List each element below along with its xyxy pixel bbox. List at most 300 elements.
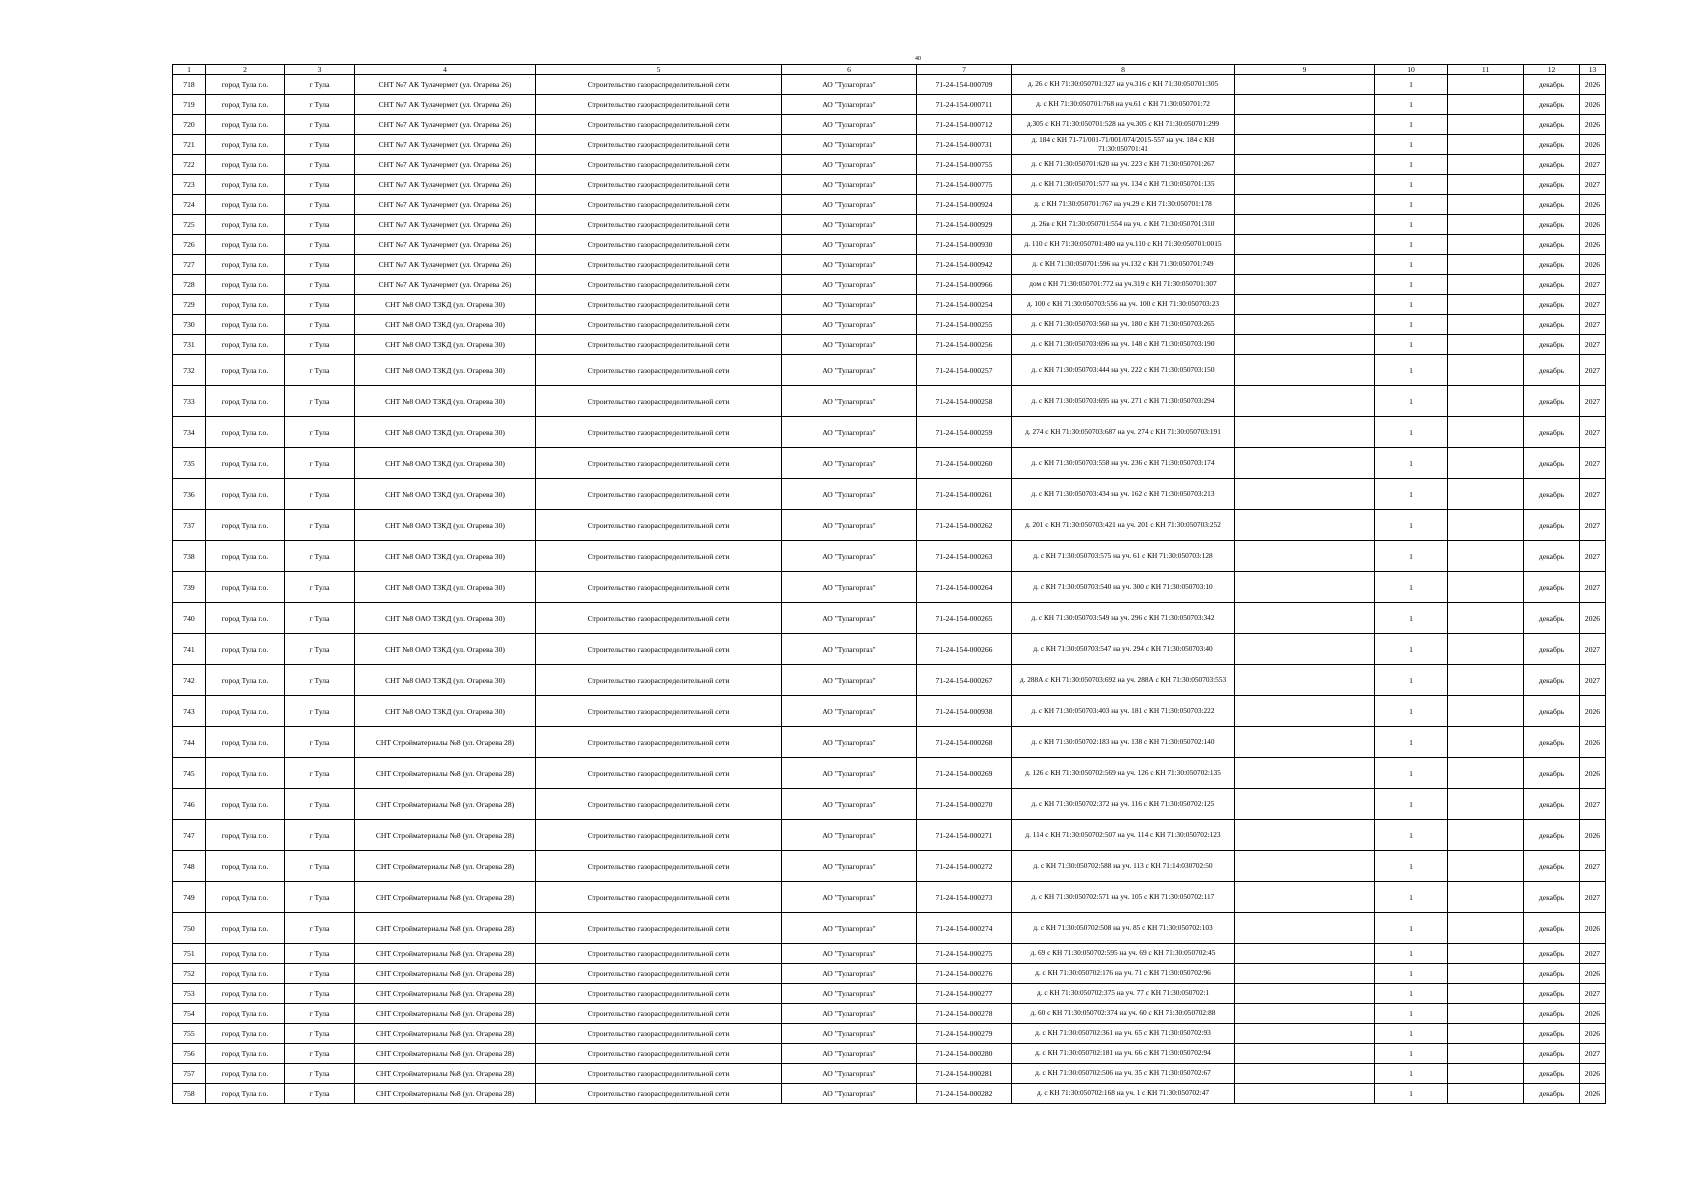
table-body: [173, 75, 1606, 1104]
month-cell: декабрь: [1524, 1084, 1580, 1104]
organization-cell: АО "Тулагоргаз": [782, 789, 917, 820]
description-cell: д. 288А с КН 71:30:050703:692 на уч. 288А с КН 71:30:050703:553: [1012, 665, 1235, 696]
table-row: [173, 913, 1606, 944]
locality-cell: г Тула: [285, 75, 355, 95]
locality-cell: г Тула: [285, 913, 355, 944]
organization-cell: АО "Тулагоргаз": [782, 572, 917, 603]
column-11-cell: [1448, 510, 1524, 541]
row-number-cell: 725: [173, 215, 206, 235]
description-cell: д. с КН 71:30:050703:403 на уч. 181 с КН 71:30:050703:222: [1012, 696, 1235, 727]
row-number-cell: 718: [173, 75, 206, 95]
municipality-cell: город Тула г.о.: [206, 1064, 285, 1084]
municipality-cell: город Тула г.о.: [206, 634, 285, 665]
column-header: 9: [1235, 65, 1375, 75]
table-row: [173, 964, 1606, 984]
organization-cell: АО "Тулагоргаз": [782, 1044, 917, 1064]
row-number-cell: 743: [173, 696, 206, 727]
year-cell: 2026: [1580, 964, 1606, 984]
row-number-cell: 753: [173, 984, 206, 1004]
address-cell: СНТ №7 АК Тулачермет (ул. Огарева 26): [355, 255, 536, 275]
quantity-cell: 1: [1375, 665, 1448, 696]
code-cell: 71-24-154-000274: [917, 913, 1012, 944]
year-cell: 2026: [1580, 215, 1606, 235]
address-cell: СНТ Стройматериалы №8 (ул. Огарева 28): [355, 789, 536, 820]
year-cell: 2027: [1580, 315, 1606, 335]
column-header: 12: [1524, 65, 1580, 75]
code-cell: 71-24-154-000755: [917, 155, 1012, 175]
column-9-cell: [1235, 135, 1375, 155]
table-row: [173, 541, 1606, 572]
work-type-cell: Строительство газораспределительной сети: [536, 315, 782, 335]
column-9-cell: [1235, 235, 1375, 255]
column-9-cell: [1235, 510, 1375, 541]
municipality-cell: город Тула г.о.: [206, 758, 285, 789]
table-row: [173, 355, 1606, 386]
row-number-cell: 755: [173, 1024, 206, 1044]
address-cell: СНТ №8 ОАО ТЗКД (ул. Огарева 30): [355, 541, 536, 572]
municipality-cell: город Тула г.о.: [206, 215, 285, 235]
column-11-cell: [1448, 215, 1524, 235]
column-11-cell: [1448, 315, 1524, 335]
work-type-cell: Строительство газораспределительной сети: [536, 727, 782, 758]
row-number-cell: 724: [173, 195, 206, 215]
work-type-cell: Строительство газораспределительной сети: [536, 789, 782, 820]
table-row: [173, 572, 1606, 603]
column-9-cell: [1235, 275, 1375, 295]
column-9-cell: [1235, 355, 1375, 386]
column-11-cell: [1448, 1044, 1524, 1064]
year-cell: 2026: [1580, 727, 1606, 758]
row-number-cell: 727: [173, 255, 206, 275]
locality-cell: г Тула: [285, 479, 355, 510]
table-row: [173, 235, 1606, 255]
description-cell: д. с КН 71:30:050701:577 на уч. 134 с КН 71:30:050701:135: [1012, 175, 1235, 195]
header-row: [173, 65, 1606, 75]
locality-cell: г Тула: [285, 758, 355, 789]
column-header: 4: [355, 65, 536, 75]
locality-cell: г Тула: [285, 1004, 355, 1024]
column-header: 5: [536, 65, 782, 75]
column-9-cell: [1235, 417, 1375, 448]
row-number-cell: 749: [173, 882, 206, 913]
description-cell: д. с КН 71:30:050703:575 на уч. 61 с КН 71:30:050703:128: [1012, 541, 1235, 572]
quantity-cell: 1: [1375, 235, 1448, 255]
organization-cell: АО "Тулагоргаз": [782, 448, 917, 479]
row-number-cell: 730: [173, 315, 206, 335]
address-cell: СНТ №8 ОАО ТЗКД (ул. Огарева 30): [355, 355, 536, 386]
quantity-cell: 1: [1375, 727, 1448, 758]
year-cell: 2027: [1580, 944, 1606, 964]
organization-cell: АО "Тулагоргаз": [782, 510, 917, 541]
month-cell: декабрь: [1524, 634, 1580, 665]
organization-cell: АО "Тулагоргаз": [782, 882, 917, 913]
municipality-cell: город Тула г.о.: [206, 315, 285, 335]
work-type-cell: Строительство газораспределительной сети: [536, 235, 782, 255]
column-9-cell: [1235, 789, 1375, 820]
locality-cell: г Тула: [285, 851, 355, 882]
month-cell: декабрь: [1524, 1044, 1580, 1064]
data-table: [172, 64, 1606, 1104]
municipality-cell: город Тула г.о.: [206, 1024, 285, 1044]
organization-cell: АО "Тулагоргаз": [782, 984, 917, 1004]
column-11-cell: [1448, 820, 1524, 851]
table-row: [173, 820, 1606, 851]
municipality-cell: город Тула г.о.: [206, 95, 285, 115]
locality-cell: г Тула: [285, 820, 355, 851]
work-type-cell: Строительство газораспределительной сети: [536, 355, 782, 386]
year-cell: 2027: [1580, 275, 1606, 295]
table-row: [173, 155, 1606, 175]
locality-cell: г Тула: [285, 510, 355, 541]
address-cell: СНТ Стройматериалы №8 (ул. Огарева 28): [355, 964, 536, 984]
quantity-cell: 1: [1375, 448, 1448, 479]
quantity-cell: 1: [1375, 789, 1448, 820]
municipality-cell: город Тула г.о.: [206, 155, 285, 175]
locality-cell: г Тула: [285, 448, 355, 479]
quantity-cell: 1: [1375, 1064, 1448, 1084]
quantity-cell: 1: [1375, 115, 1448, 135]
municipality-cell: город Тула г.о.: [206, 984, 285, 1004]
year-cell: 2027: [1580, 448, 1606, 479]
description-cell: д. с КН 71:30:050703:444 на уч. 222 с КН 71:30:050703:150: [1012, 355, 1235, 386]
month-cell: декабрь: [1524, 235, 1580, 255]
column-11-cell: [1448, 944, 1524, 964]
column-11-cell: [1448, 195, 1524, 215]
year-cell: 2026: [1580, 603, 1606, 634]
column-11-cell: [1448, 964, 1524, 984]
table-row: [173, 175, 1606, 195]
row-number-cell: 728: [173, 275, 206, 295]
quantity-cell: 1: [1375, 572, 1448, 603]
column-header: 10: [1375, 65, 1448, 75]
quantity-cell: 1: [1375, 984, 1448, 1004]
row-number-cell: 731: [173, 335, 206, 355]
address-cell: СНТ Стройматериалы №8 (ул. Огарева 28): [355, 1024, 536, 1044]
address-cell: СНТ №7 АК Тулачермет (ул. Огарева 26): [355, 175, 536, 195]
month-cell: декабрь: [1524, 820, 1580, 851]
month-cell: декабрь: [1524, 275, 1580, 295]
table-row: [173, 1064, 1606, 1084]
row-number-cell: 723: [173, 175, 206, 195]
column-9-cell: [1235, 1004, 1375, 1024]
year-cell: 2026: [1580, 135, 1606, 155]
locality-cell: г Тула: [285, 1084, 355, 1104]
locality-cell: г Тула: [285, 135, 355, 155]
code-cell: 71-24-154-000262: [917, 510, 1012, 541]
address-cell: СНТ Стройматериалы №8 (ул. Огарева 28): [355, 851, 536, 882]
row-number-cell: 754: [173, 1004, 206, 1024]
year-cell: 2027: [1580, 789, 1606, 820]
year-cell: 2026: [1580, 1064, 1606, 1084]
column-11-cell: [1448, 1024, 1524, 1044]
description-cell: д. с КН 71:30:050703:560 на уч. 180 с КН 71:30:050703:265: [1012, 315, 1235, 335]
description-cell: д. с КН 71:30:050702:508 на уч. 85 с КН 71:30:050702:103: [1012, 913, 1235, 944]
column-9-cell: [1235, 603, 1375, 634]
organization-cell: АО "Тулагоргаз": [782, 95, 917, 115]
column-9-cell: [1235, 665, 1375, 696]
locality-cell: г Тула: [285, 1044, 355, 1064]
locality-cell: г Тула: [285, 417, 355, 448]
organization-cell: АО "Тулагоргаз": [782, 215, 917, 235]
work-type-cell: Строительство газораспределительной сети: [536, 95, 782, 115]
address-cell: СНТ №8 ОАО ТЗКД (ул. Огарева 30): [355, 603, 536, 634]
column-11-cell: [1448, 75, 1524, 95]
locality-cell: г Тула: [285, 115, 355, 135]
description-cell: д. с КН 71:30:050702:183 на уч. 138 с КН 71:30:050702:140: [1012, 727, 1235, 758]
quantity-cell: 1: [1375, 195, 1448, 215]
work-type-cell: Строительство газораспределительной сети: [536, 75, 782, 95]
row-number-cell: 734: [173, 417, 206, 448]
row-number-cell: 729: [173, 295, 206, 315]
description-cell: д. 69 с КН 71:30:050702:595 на уч. 69 с КН 71:30:050702:45: [1012, 944, 1235, 964]
table-row: [173, 634, 1606, 665]
organization-cell: АО "Тулагоргаз": [782, 155, 917, 175]
work-type-cell: Строительство газораспределительной сети: [536, 696, 782, 727]
column-11-cell: [1448, 448, 1524, 479]
locality-cell: г Тула: [285, 295, 355, 315]
column-9-cell: [1235, 851, 1375, 882]
column-9-cell: [1235, 727, 1375, 758]
month-cell: декабрь: [1524, 255, 1580, 275]
municipality-cell: город Тула г.о.: [206, 696, 285, 727]
month-cell: декабрь: [1524, 448, 1580, 479]
description-cell: д. с КН 71:30:050703:558 на уч. 236 с КН 71:30:050703:174: [1012, 448, 1235, 479]
description-cell: д. 201 с КН 71:30:050703:421 на уч. 201 с КН 71:30:050703:252: [1012, 510, 1235, 541]
address-cell: СНТ №8 ОАО ТЗКД (ул. Огарева 30): [355, 386, 536, 417]
column-9-cell: [1235, 335, 1375, 355]
row-number-cell: 732: [173, 355, 206, 386]
work-type-cell: Строительство газораспределительной сети: [536, 175, 782, 195]
quantity-cell: 1: [1375, 603, 1448, 634]
description-cell: дом с КН 71:30:050701:772 на уч.319 с КН 71:30:050701:307: [1012, 275, 1235, 295]
address-cell: СНТ Стройматериалы №8 (ул. Огарева 28): [355, 984, 536, 1004]
column-11-cell: [1448, 665, 1524, 696]
address-cell: СНТ №8 ОАО ТЗКД (ул. Огарева 30): [355, 479, 536, 510]
row-number-cell: 739: [173, 572, 206, 603]
page-number: 40: [915, 56, 921, 62]
organization-cell: АО "Тулагоргаз": [782, 386, 917, 417]
row-number-cell: 747: [173, 820, 206, 851]
work-type-cell: Строительство газораспределительной сети: [536, 386, 782, 417]
table-row: [173, 1004, 1606, 1024]
year-cell: 2026: [1580, 115, 1606, 135]
year-cell: 2026: [1580, 1004, 1606, 1024]
work-type-cell: Строительство газораспределительной сети: [536, 115, 782, 135]
column-9-cell: [1235, 215, 1375, 235]
address-cell: СНТ №8 ОАО ТЗКД (ул. Огарева 30): [355, 335, 536, 355]
address-cell: СНТ №8 ОАО ТЗКД (ул. Огарева 30): [355, 696, 536, 727]
row-number-cell: 746: [173, 789, 206, 820]
organization-cell: АО "Тулагоргаз": [782, 115, 917, 135]
month-cell: декабрь: [1524, 115, 1580, 135]
organization-cell: АО "Тулагоргаз": [782, 417, 917, 448]
year-cell: 2027: [1580, 417, 1606, 448]
column-11-cell: [1448, 275, 1524, 295]
work-type-cell: Строительство газораспределительной сети: [536, 335, 782, 355]
address-cell: СНТ Стройматериалы №8 (ул. Огарева 28): [355, 1004, 536, 1024]
work-type-cell: Строительство газораспределительной сети: [536, 820, 782, 851]
locality-cell: г Тула: [285, 215, 355, 235]
code-cell: 71-24-154-000260: [917, 448, 1012, 479]
work-type-cell: Строительство газораспределительной сети: [536, 510, 782, 541]
description-cell: д. с КН 71:30:050703:549 на уч. 296 с КН 71:30:050703:342: [1012, 603, 1235, 634]
column-11-cell: [1448, 572, 1524, 603]
column-9-cell: [1235, 1084, 1375, 1104]
locality-cell: г Тула: [285, 541, 355, 572]
column-11-cell: [1448, 175, 1524, 195]
quantity-cell: 1: [1375, 541, 1448, 572]
month-cell: декабрь: [1524, 95, 1580, 115]
month-cell: декабрь: [1524, 696, 1580, 727]
column-9-cell: [1235, 95, 1375, 115]
column-9-cell: [1235, 964, 1375, 984]
organization-cell: АО "Тулагоргаз": [782, 295, 917, 315]
work-type-cell: Строительство газораспределительной сети: [536, 195, 782, 215]
row-number-cell: 745: [173, 758, 206, 789]
column-11-cell: [1448, 541, 1524, 572]
locality-cell: г Тула: [285, 315, 355, 335]
row-number-cell: 752: [173, 964, 206, 984]
row-number-cell: 736: [173, 479, 206, 510]
work-type-cell: Строительство газораспределительной сети: [536, 1084, 782, 1104]
address-cell: СНТ Стройматериалы №8 (ул. Огарева 28): [355, 820, 536, 851]
table-row: [173, 195, 1606, 215]
locality-cell: г Тула: [285, 944, 355, 964]
work-type-cell: Строительство газораспределительной сети: [536, 275, 782, 295]
locality-cell: г Тула: [285, 572, 355, 603]
organization-cell: АО "Тулагоргаз": [782, 727, 917, 758]
code-cell: 71-24-154-000267: [917, 665, 1012, 696]
column-11-cell: [1448, 479, 1524, 510]
code-cell: 71-24-154-000942: [917, 255, 1012, 275]
month-cell: декабрь: [1524, 851, 1580, 882]
quantity-cell: 1: [1375, 882, 1448, 913]
locality-cell: г Тула: [285, 95, 355, 115]
row-number-cell: 735: [173, 448, 206, 479]
work-type-cell: Строительство газораспределительной сети: [536, 1044, 782, 1064]
work-type-cell: Строительство газораспределительной сети: [536, 1024, 782, 1044]
column-9-cell: [1235, 820, 1375, 851]
table-row: [173, 984, 1606, 1004]
year-cell: 2027: [1580, 665, 1606, 696]
municipality-cell: город Тула г.о.: [206, 882, 285, 913]
month-cell: декабрь: [1524, 510, 1580, 541]
municipality-cell: город Тула г.о.: [206, 417, 285, 448]
column-11-cell: [1448, 1064, 1524, 1084]
organization-cell: АО "Тулагоргаз": [782, 175, 917, 195]
work-type-cell: Строительство газораспределительной сети: [536, 851, 782, 882]
row-number-cell: 748: [173, 851, 206, 882]
organization-cell: АО "Тулагоргаз": [782, 479, 917, 510]
column-9-cell: [1235, 572, 1375, 603]
quantity-cell: 1: [1375, 295, 1448, 315]
column-9-cell: [1235, 944, 1375, 964]
year-cell: 2027: [1580, 335, 1606, 355]
description-cell: д. 26в с КН 71:30:050701:554 на уч. с КН 71:30:050701:310: [1012, 215, 1235, 235]
table-row: [173, 75, 1606, 95]
address-cell: СНТ №7 АК Тулачермет (ул. Огарева 26): [355, 135, 536, 155]
year-cell: 2026: [1580, 913, 1606, 944]
address-cell: СНТ №7 АК Тулачермет (ул. Огарева 26): [355, 195, 536, 215]
organization-cell: АО "Тулагоргаз": [782, 315, 917, 335]
year-cell: 2027: [1580, 386, 1606, 417]
municipality-cell: город Тула г.о.: [206, 295, 285, 315]
work-type-cell: Строительство газораспределительной сети: [536, 758, 782, 789]
table-row: [173, 315, 1606, 335]
description-cell: д. с КН 71:30:050703:540 на уч. 300 с КН 71:30:050703:10: [1012, 572, 1235, 603]
address-cell: СНТ Стройматериалы №8 (ул. Огарева 28): [355, 1084, 536, 1104]
year-cell: 2027: [1580, 355, 1606, 386]
year-cell: 2026: [1580, 1084, 1606, 1104]
work-type-cell: Строительство газораспределительной сети: [536, 913, 782, 944]
month-cell: декабрь: [1524, 417, 1580, 448]
year-cell: 2027: [1580, 984, 1606, 1004]
code-cell: 71-24-154-000712: [917, 115, 1012, 135]
table-row: [173, 727, 1606, 758]
month-cell: декабрь: [1524, 964, 1580, 984]
quantity-cell: 1: [1375, 335, 1448, 355]
year-cell: 2027: [1580, 295, 1606, 315]
quantity-cell: 1: [1375, 275, 1448, 295]
work-type-cell: Строительство газораспределительной сети: [536, 479, 782, 510]
code-cell: 71-24-154-000257: [917, 355, 1012, 386]
description-cell: д. с КН 71:30:050703:547 на уч. 294 с КН 71:30:050703:40: [1012, 634, 1235, 665]
work-type-cell: Строительство газораспределительной сети: [536, 1004, 782, 1024]
address-cell: СНТ Стройматериалы №8 (ул. Огарева 28): [355, 1044, 536, 1064]
column-9-cell: [1235, 696, 1375, 727]
month-cell: декабрь: [1524, 727, 1580, 758]
organization-cell: АО "Тулагоргаз": [782, 1084, 917, 1104]
locality-cell: г Тула: [285, 155, 355, 175]
row-number-cell: 751: [173, 944, 206, 964]
column-11-cell: [1448, 789, 1524, 820]
month-cell: декабрь: [1524, 572, 1580, 603]
quantity-cell: 1: [1375, 255, 1448, 275]
year-cell: 2027: [1580, 572, 1606, 603]
month-cell: декабрь: [1524, 335, 1580, 355]
column-11-cell: [1448, 255, 1524, 275]
description-cell: д. с КН 71:30:050701:767 на уч.29 с КН 71:30:050701:178: [1012, 195, 1235, 215]
address-cell: СНТ №8 ОАО ТЗКД (ул. Огарева 30): [355, 665, 536, 696]
code-cell: 71-24-154-000254: [917, 295, 1012, 315]
column-9-cell: [1235, 1044, 1375, 1064]
code-cell: 71-24-154-000272: [917, 851, 1012, 882]
row-number-cell: 740: [173, 603, 206, 634]
year-cell: 2027: [1580, 1044, 1606, 1064]
quantity-cell: 1: [1375, 758, 1448, 789]
row-number-cell: 737: [173, 510, 206, 541]
address-cell: СНТ №8 ОАО ТЗКД (ул. Огарева 30): [355, 315, 536, 335]
code-cell: 71-24-154-000282: [917, 1084, 1012, 1104]
column-9-cell: [1235, 448, 1375, 479]
organization-cell: АО "Тулагоргаз": [782, 355, 917, 386]
description-cell: д. 26 с КН 71:30:050701:327 на уч.316 с КН 71:30:050701:305: [1012, 75, 1235, 95]
address-cell: СНТ №7 АК Тулачермет (ул. Огарева 26): [355, 275, 536, 295]
column-11-cell: [1448, 1084, 1524, 1104]
quantity-cell: 1: [1375, 696, 1448, 727]
column-11-cell: [1448, 851, 1524, 882]
column-11-cell: [1448, 135, 1524, 155]
column-11-cell: [1448, 913, 1524, 944]
municipality-cell: город Тула г.о.: [206, 255, 285, 275]
code-cell: 71-24-154-000775: [917, 175, 1012, 195]
code-cell: 71-24-154-000709: [917, 75, 1012, 95]
municipality-cell: город Тула г.о.: [206, 275, 285, 295]
organization-cell: АО "Тулагоргаз": [782, 603, 917, 634]
row-number-cell: 742: [173, 665, 206, 696]
month-cell: декабрь: [1524, 355, 1580, 386]
month-cell: декабрь: [1524, 135, 1580, 155]
